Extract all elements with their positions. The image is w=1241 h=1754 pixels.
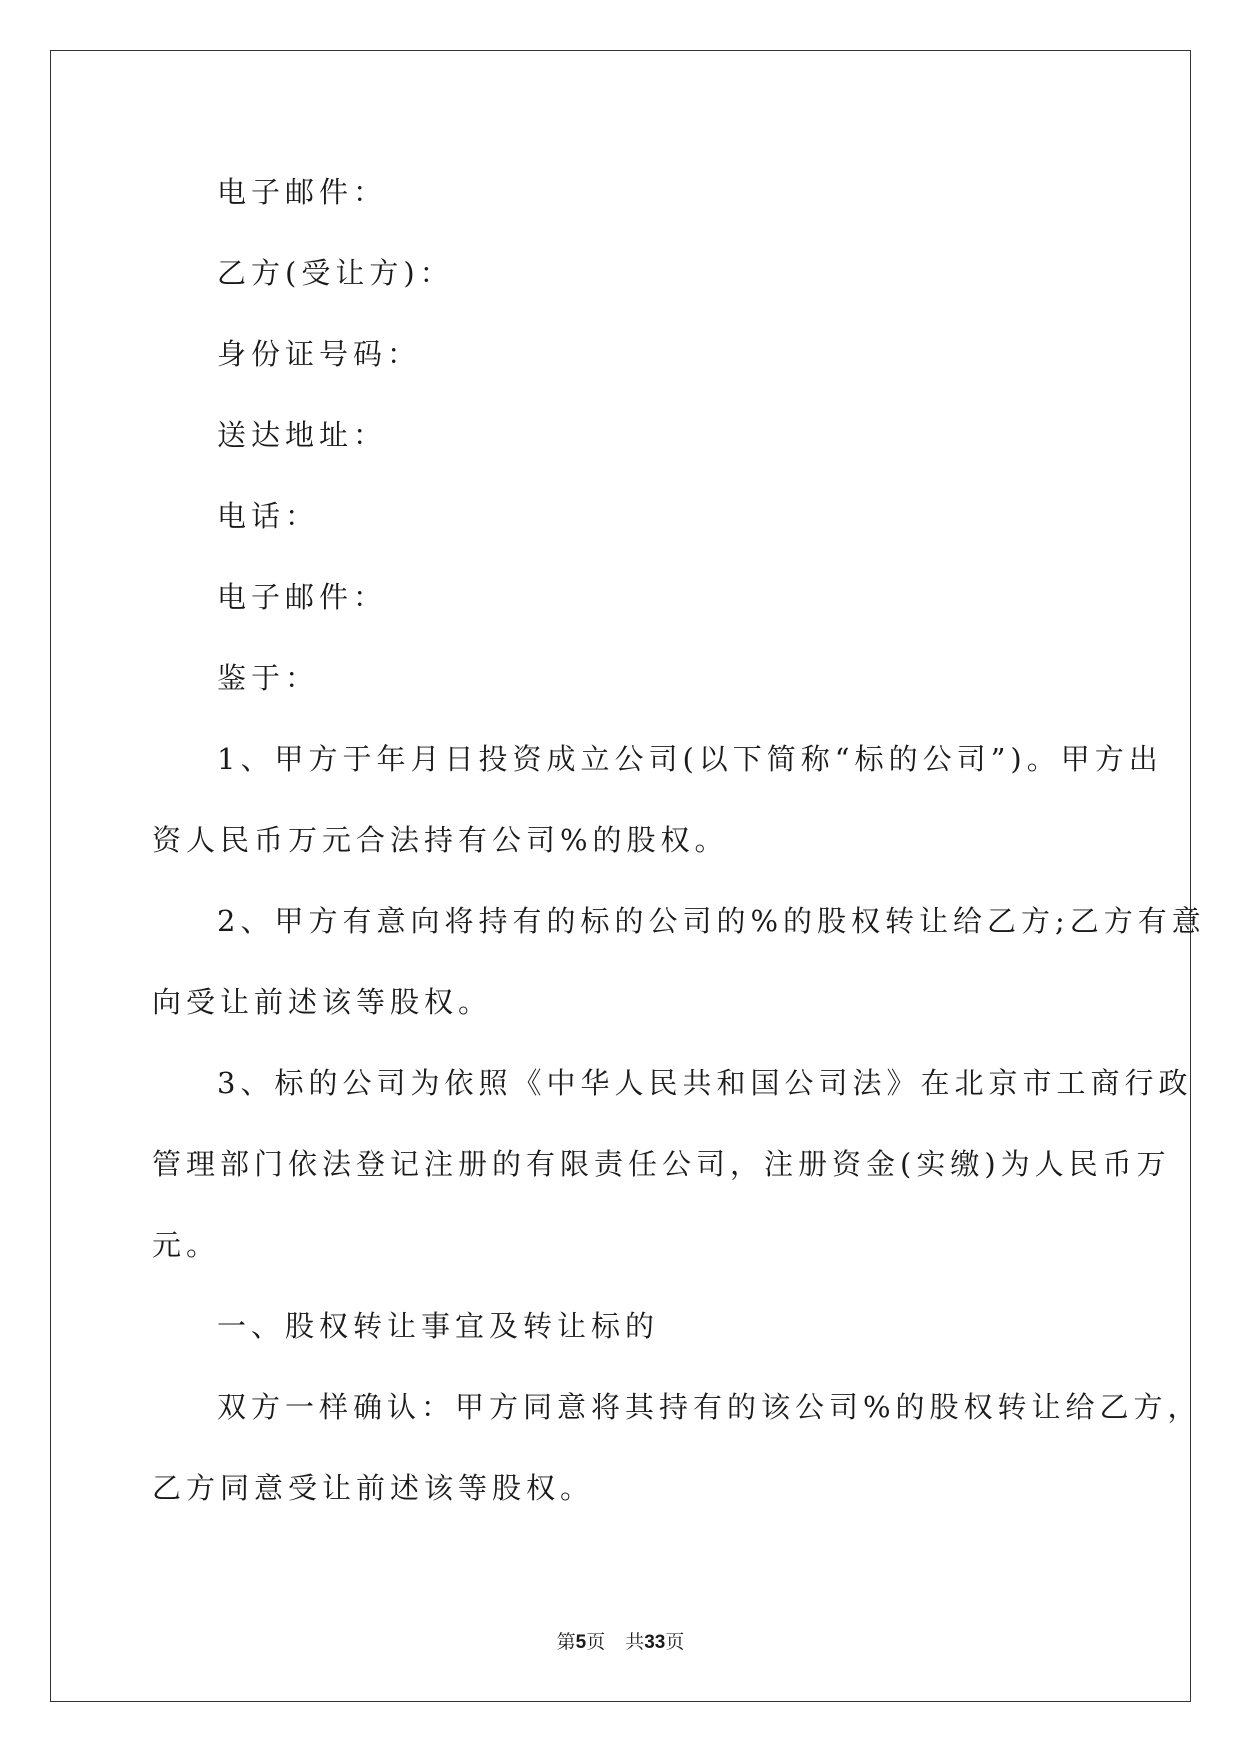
- page-prefix: 第: [556, 1631, 576, 1653]
- clause-2-line-2: 向受让前述该等股权。: [152, 985, 493, 1019]
- section-1-para-line-2: 乙方同意受让前述该等股权。: [152, 1471, 595, 1505]
- delivery-address-label: 送达地址：: [217, 418, 388, 452]
- page-border: [50, 50, 1191, 1702]
- clause-1-line-2: 资人民币万元合法持有公司%的股权。: [152, 823, 729, 857]
- total-pages: 33: [644, 1632, 666, 1653]
- clause-3-line-3: 元。: [152, 1228, 221, 1262]
- clause-3-line-2: 管理部门依法登记注册的有限责任公司，注册资金(实缴)为人民币万: [152, 1147, 1171, 1181]
- page-footer: [0, 1630, 1241, 1655]
- page-suffix: 页: [586, 1631, 606, 1653]
- total-suffix: 页: [665, 1631, 685, 1653]
- clause-3-line-1: 3、标的公司为依照《中华人民共和国公司法》在北京市工商行政: [217, 1066, 1193, 1100]
- email-label-party-b: 电子邮件：: [217, 580, 388, 614]
- id-number-label: 身份证号码：: [217, 337, 422, 371]
- whereas-heading: 鉴于：: [217, 661, 320, 695]
- phone-label: 电话：: [217, 499, 320, 533]
- page-number: 5: [575, 1632, 587, 1653]
- email-label-party-a: 电子邮件：: [217, 175, 388, 209]
- clause-1-line-1: 1、甲方于年月日投资成立公司(以下简称“标的公司”)。甲方出: [217, 742, 1163, 776]
- clause-2-line-1: 2、甲方有意向将持有的标的公司的%的股权转让给乙方;乙方有意: [217, 904, 1206, 938]
- party-b-heading: 乙方(受让方)：: [217, 256, 454, 290]
- section-1-para-line-1: 双方一样确认：甲方同意将其持有的该公司%的股权转让给乙方，: [217, 1390, 1202, 1424]
- total-prefix: 共: [625, 1631, 645, 1653]
- section-1-heading: 一、股权转让事宜及转让标的: [217, 1309, 660, 1343]
